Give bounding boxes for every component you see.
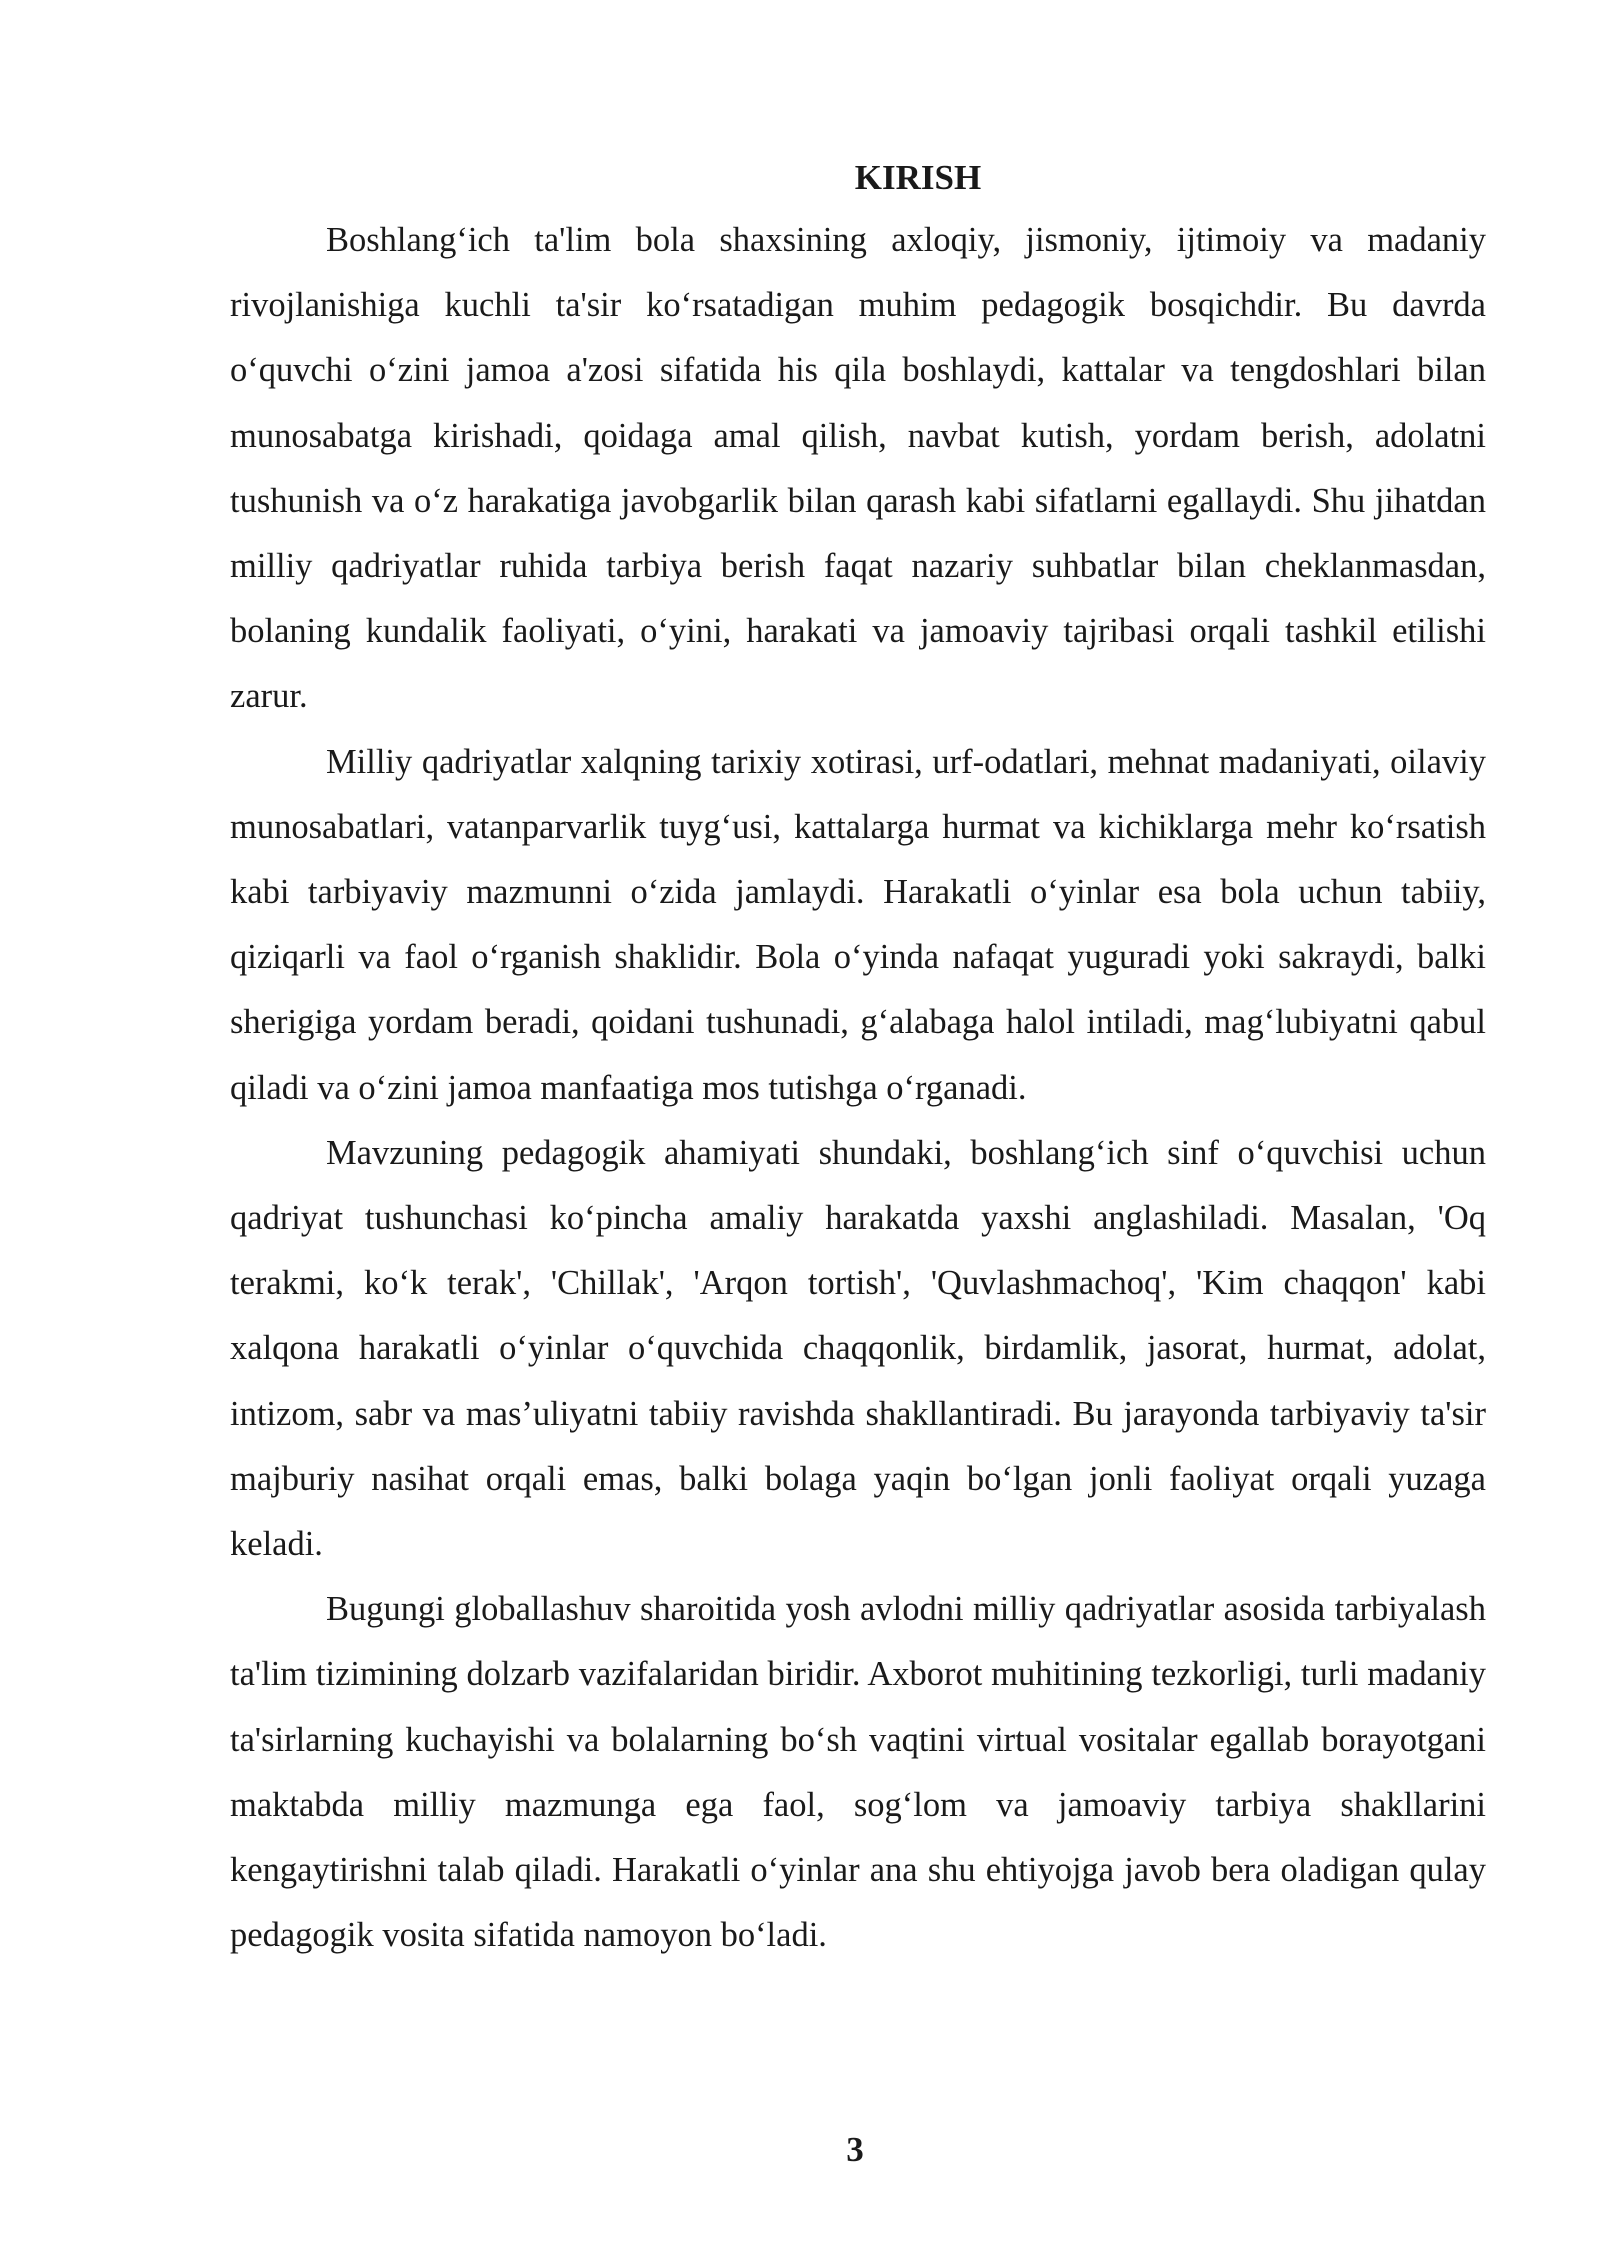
paragraph-1: Boshlang‘ich ta'lim bola shaxsining axloqiy, jismoniy, ijtimoiy va madaniy rivojlanishiga kuchli ta'sir ko‘rsatadigan muhim pedagogik bosqichdir. Bu davrda o‘quvchi o‘zini jamoa a'zosi sifatida his qila boshlaydi, kattalar va tengdoshlari bilan munosabatga kirishadi, qoidaga amal qilish, navbat kutish, yordam berish, adolatni tushunish va o‘z harakatiga javobgarlik bilan qarash kabi sifatlarni egallaydi. Shu jihatdan milliy qadriyatlar ruhida tarbiya berish faqat nazariy suhbatlar bilan cheklanmasdan, bolaning kundalik faoliyati, o‘yini, harakati va jamoaviy tajribasi orqali tashkil etilishi zarur. (230, 221, 1486, 716)
paragraph-4: Bugungi globallashuv sharoitida yosh avlodni milliy qadriyatlar asosida tarbiyalash ta'lim tizimining dolzarb vazifalaridan biridir. Axborot muhitining tezkorligi, turli madaniy ta'sirlarning kuchayishi va bolalarning bo‘sh vaqtini virtual vositalar egallab borayotgani maktabda milliy mazmunga ega faol, sog‘lom va jamoaviy tarbiya shakllarini kengaytirishni talab qiladi. Harakatli o‘yinlar ana shu ehtiyojga javob bera oladigan qulay pedagogik vosita sifatida namoyon bo‘ladi. (230, 1590, 1486, 1955)
section-title: KIRISH (854, 158, 982, 197)
document-body (230, 148, 1486, 1968)
paragraph-2: Milliy qadriyatlar xalqning tarixiy xotirasi, urf-odatlari, mehnat madaniyati, oilaviy munosabatlari, vatanparvarlik tuyg‘usi, kattalarga hurmat va kichiklarga mehr ko‘rsatish kabi tarbiyaviy mazmunni o‘zida jamlaydi. Harakatli o‘yinlar esa bola uchun tabiiy, qiziqarli va faol o‘rganish shaklidir. Bola o‘yinda nafaqat yuguradi yoki sakraydi, balki sherigiga yordam beradi, qoidani tushunadi, g‘alabaga halol intiladi, mag‘lubiyatni qabul qiladi va o‘zini jamoa manfaatiga mos tutishga o‘rganadi. (230, 742, 1486, 1107)
paragraph-3: Mavzuning pedagogik ahamiyati shundaki, boshlang‘ich sinf o‘quvchisi uchun qadriyat tushunchasi ko‘pincha amaliy harakatda yaxshi anglashiladi. Masalan, 'Oq terakmi, ko‘k terak', 'Chillak', 'Arqon tortish', 'Quvlashmachoq', 'Kim chaqqon' kabi xalqona harakatli o‘yinlar o‘quvchida chaqqonlik, birdamlik, jasorat, hurmat, adolat, intizom, sabr va mas’uliyatni tabiiy ravishda shakllantiradi. Bu jarayonda tarbiyaviy ta'sir majburiy nasihat orqali emas, balki bolaga yaqin bo‘lgan jonli faoliyat orqali yuzaga keladi. (230, 1133, 1486, 1564)
page-number: 3 (846, 2130, 864, 2169)
